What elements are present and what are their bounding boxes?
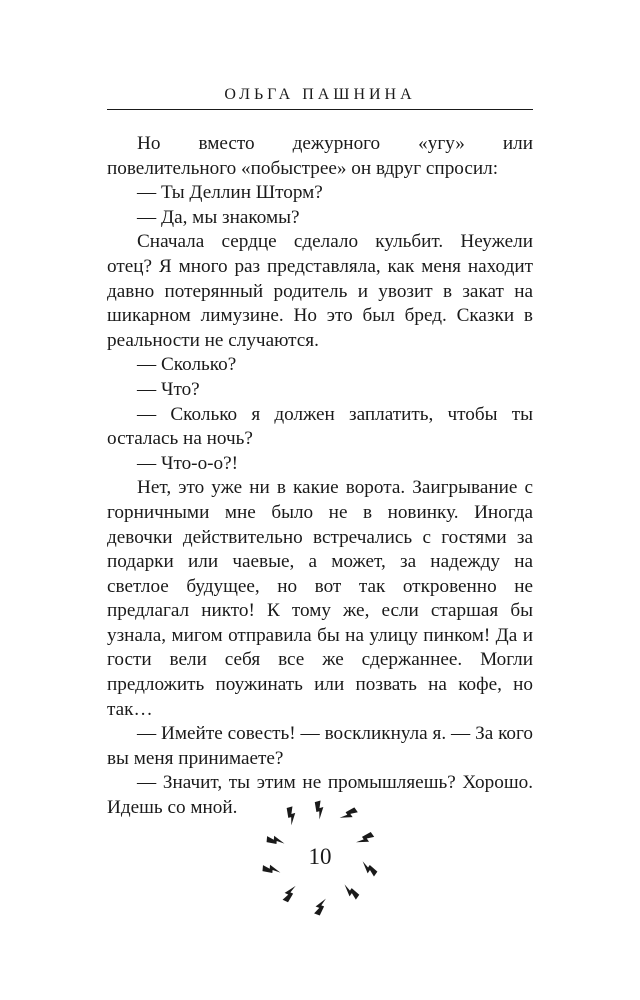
paragraph: — Ты Деллин Шторм?	[137, 182, 323, 204]
body-text	[107, 132, 533, 821]
header-rule	[107, 109, 533, 110]
paragraph: — Что-о-о?!	[137, 452, 239, 474]
paragraph: — Сколько я должен заплатить, чтобы ты осталась на ночь?	[107, 403, 533, 450]
paragraph: Сначала сердце сделало кульбит. Неужели отец? Я много раз представляла, как меня находит давно потерянный родитель и увозит в закат на шикарном лимузине. Но это был бред. Сказки в реальности не случаются.	[107, 231, 533, 351]
paragraph: — Сколько?	[137, 354, 237, 376]
lightning-bolt-icon	[286, 806, 298, 825]
page-number: 10	[308, 844, 332, 869]
lightning-bolt-icon	[314, 800, 326, 819]
paragraph: — Значит, ты этим не промышляешь? Хорошо. Идешь со мной.	[107, 772, 533, 819]
running-title: ОЛЬГА ПАШНИНА	[224, 86, 416, 103]
page-number-ornament	[262, 788, 378, 918]
lightning-bolt-icon	[313, 896, 327, 916]
paragraph: Но вместо дежурного «угу» или повелительного «побыстрее» он вдруг спросил:	[107, 133, 533, 179]
paragraph: — Имейте совесть! — воскликнула я. — За кого вы меня принимаете?	[107, 723, 533, 769]
paragraph: Нет, это уже ни в какие ворота. Заигрывание с горничными мне было не в новинку. Иногда девочки действительно встречались с гостями за подарки или чаевые, а может, за надежду на светлое будущее, но вот так откровенно не предлагал никто! К тому же, если старшая бы узнала, мигом отправила бы на улицу пинком! Да и гости вели себя все же сдержаннее. Могли предложить поужинать или позвать на кофе, но так…	[107, 477, 533, 720]
paragraph: — Что?	[137, 378, 200, 400]
lightning-bolt-icon	[282, 883, 297, 903]
paragraph: — Да, мы знакомы?	[137, 206, 300, 228]
lightning-bolt-icon	[339, 807, 358, 824]
lightning-bolt-icon	[341, 884, 360, 901]
